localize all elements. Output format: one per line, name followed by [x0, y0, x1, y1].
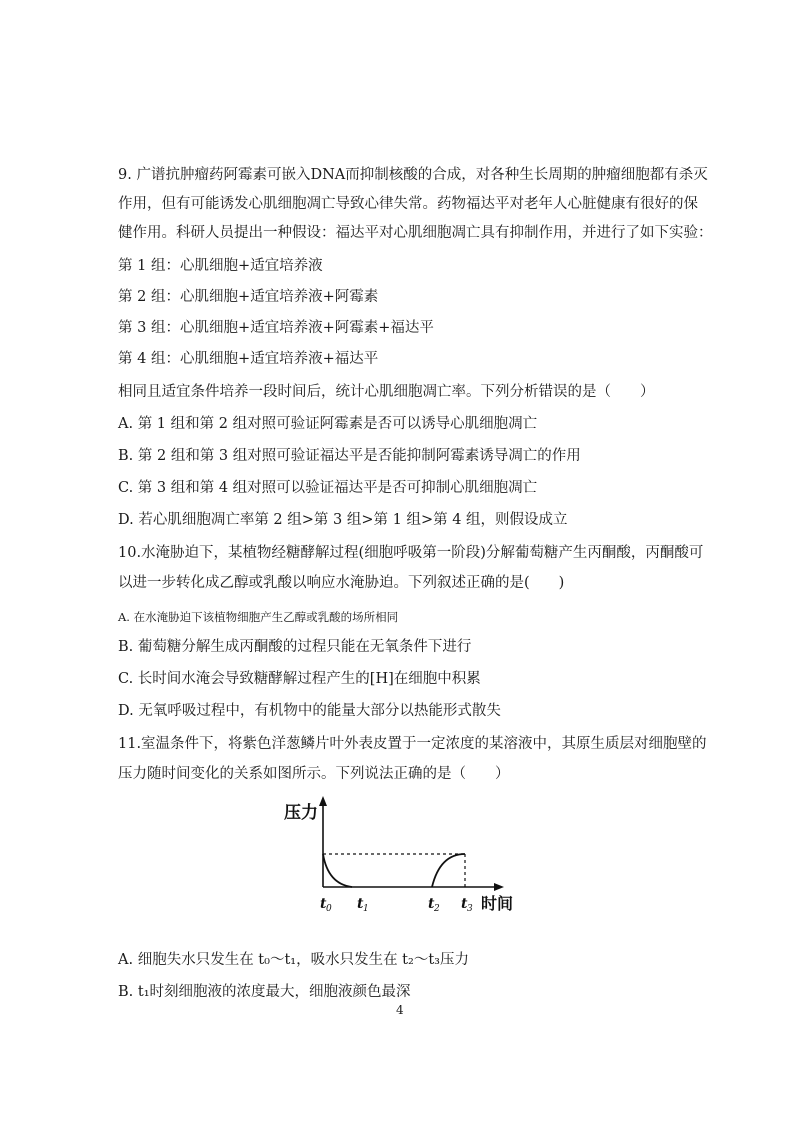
- q9-group-2: 第 2 组：心肌细胞+适宜培养液+阿霉素: [118, 289, 379, 305]
- tick-t2: [428, 896, 440, 914]
- pressure-decrease-curve: [323, 854, 352, 887]
- svg-text:t: t: [461, 896, 468, 912]
- x-axis-label: 时间: [481, 894, 514, 913]
- y-axis-arrow: [319, 796, 327, 806]
- q10-stem-line-2: 以进一步转化成乙醇或乳酸以响应水淹胁迫。下列叙述正确的是( ): [118, 575, 565, 591]
- q9-question: 相同且适宜条件培养一段时间后，统计心肌细胞凋亡率。下列分析错误的是（ ）: [118, 384, 655, 400]
- x-axis-arrow: [494, 883, 504, 891]
- svg-text:1: 1: [363, 904, 369, 914]
- q9-option-c: C. 第 3 组和第 4 组对照可以验证福达平是否可抑制心肌细胞凋亡: [118, 480, 538, 496]
- q10-option-c: C. 长时间水淹会导致糖酵解过程产生的[H]在细胞中积累: [118, 671, 481, 687]
- tick-t3: [461, 896, 473, 914]
- svg-text:t: t: [320, 896, 327, 912]
- q9-option-d: D. 若心肌细胞凋亡率第 2 组>第 3 组>第 1 组>第 4 组，则假设成立: [118, 512, 568, 528]
- tick-t1: [357, 896, 369, 914]
- tick-t0: [320, 896, 332, 914]
- q9-stem-line-1: 9. 广谱抗肿瘤药阿霉素可嵌入DNA而抑制核酸的合成，对各种生长周期的肿瘤细胞都有杀灭: [118, 167, 708, 183]
- pressure-increase-curve: [432, 854, 465, 887]
- q11-option-b: B. t₁时刻细胞液的浓度最大，细胞液颜色最深: [118, 984, 411, 1000]
- q9-stem-line-3: 健作用。科研人员提出一种假设：福达平对心肌细胞凋亡具有抑制作用，并进行了如下实验：: [118, 225, 713, 241]
- pressure-time-graph: [280, 792, 530, 917]
- q9-option-a: A. 第 1 组和第 2 组对照可验证阿霉素是否可以诱导心肌细胞凋亡: [118, 416, 538, 432]
- q9-option-b: B. 第 2 组和第 3 组对照可验证福达平是否能抑制阿霉素诱导凋亡的作用: [118, 448, 581, 464]
- q11-stem-line-2: 压力随时间变化的关系如图所示。下列说法正确的是（ ）: [118, 766, 510, 782]
- svg-text:t: t: [428, 896, 435, 912]
- q10-option-d: D. 无氧呼吸过程中，有机物中的能量大部分以热能形式散失: [118, 703, 501, 719]
- q9-group-4: 第 4 组：心肌细胞+适宜培养液+福达平: [118, 351, 379, 367]
- q11-stem-line-1: 11.室温条件下，将紫色洋葱鳞片叶外表皮置于一定浓度的某溶液中，其原生质层对细胞壁的: [118, 736, 707, 752]
- q11-option-a: A. 细胞失水只发生在 t₀～t₁，吸水只发生在 t₂～t₃压力: [118, 952, 469, 968]
- q10-stem-line-1: 10.水淹胁迫下，某植物经糖酵解过程(细胞呼吸第一阶段)分解葡萄糖产生丙酮酸，丙酮酸可: [118, 545, 704, 561]
- page-number: 4: [396, 1003, 404, 1017]
- q9-group-1: 第 1 组：心肌细胞+适宜培养液: [118, 258, 323, 274]
- svg-text:t: t: [357, 896, 364, 912]
- q9-stem-line-2: 作用，但有可能诱发心肌细胞凋亡导致心律失常。药物福达平对老年人心脏健康有很好的保: [118, 196, 698, 212]
- svg-text:0: 0: [326, 904, 332, 914]
- svg-text:2: 2: [434, 904, 440, 914]
- q10-option-b: B. 葡萄糖分解生成丙酮酸的过程只能在无氧条件下进行: [118, 639, 472, 655]
- q9-group-3: 第 3 组：心肌细胞+适宜培养液+阿霉素+福达平: [118, 320, 434, 336]
- q10-option-a: A. 在水淹胁迫下该植物细胞产生乙醇或乳酸的场所相同: [118, 610, 399, 624]
- y-axis-label: 压力: [284, 803, 318, 823]
- svg-text:3: 3: [467, 904, 473, 914]
